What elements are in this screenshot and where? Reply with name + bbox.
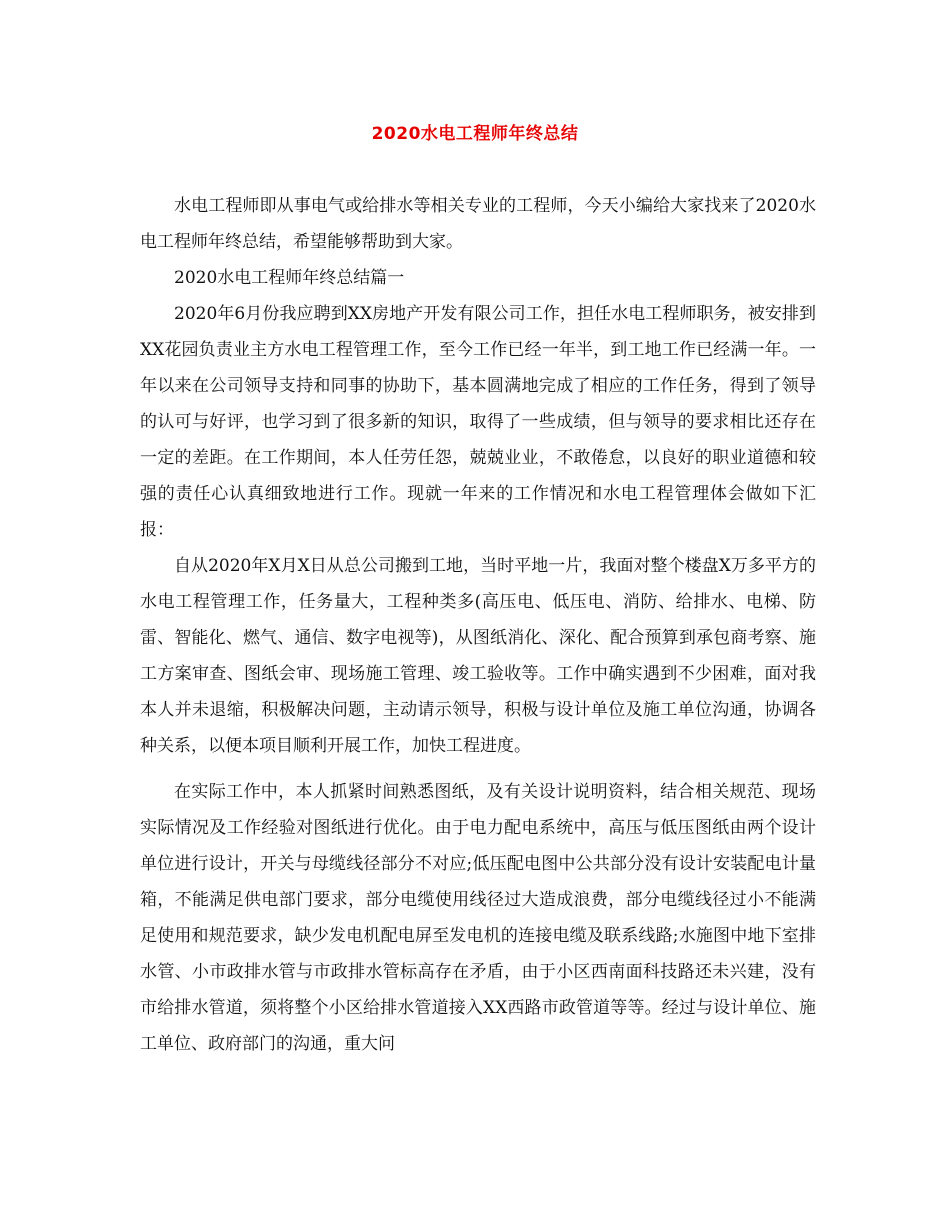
paragraph-1: 2020年6月份我应聘到XX房地产开发有限公司工作，担任水电工程师职务，被安排到XX花园负责业主方水电工程管理工作，至今工作已经一年半，到工地工作已经满一年。一年以来在公司领导支持和同事的协助下，基本圆满地完成了相应的工作任务，得到了领导的认可与好评，也学习到了很多新的知识，取得了一些成绩，但与领导的要求相比还存在一定的差距。在工作期间，本人任劳任怨，兢兢业业，不敢倦怠，以良好的职业道德和较强的责任心认真细致地进行工作。现就一年来的工作情况和水电工程管理体会做如下汇报： xyxy=(140,304,816,540)
document-title: 2020水电工程师年终总结 xyxy=(371,124,579,144)
paragraph-3: 在实际工作中，本人抓紧时间熟悉图纸，及有关设计说明资料，结合相关规范、现场实际情况及工作经验对图纸进行优化。由于电力配电系统中，高压与低压图纸由两个设计单位进行设计，开关与母缆线径部分不对应;低压配电图中公共部分没有设计安装配电计量箱，不能满足供电部门要求，部分电缆使用线径过大造成浪费，部分电缆线径过小不能满足使用和规范要求，缺少发电机配电屏至发电机的连接电缆及联系线路;水施图中地下室排水管、小市政排水管与市政排水管标高存在矛盾，由于小区西南面科技路还未兴建，没有市给排水管道，须将整个小区给排水管道接入XX西路市政管道等等。经过与设计单位、施工单位、政府部门的沟通，重大问 xyxy=(140,782,816,1054)
document-body xyxy=(140,188,816,1062)
paragraph-section-heading: 2020水电工程师年终总结篇一 xyxy=(174,268,405,288)
paragraph-intro: 水电工程师即从事电气或给排水等相关专业的工程师，今天小编给大家找来了2020水电工程师年终总结，希望能够帮助到大家。 xyxy=(140,196,816,252)
paragraph-2: 自从2020年X月X日从总公司搬到工地，当时平地一片，我面对整个楼盘X万多平方的水电工程管理工作，任务量大，工程种类多(高压电、低压电、消防、给排水、电梯、防雷、智能化、燃气、通信、数字电视等)，从图纸消化、深化、配合预算到承包商考察、施工方案审查、图纸会审、现场施工管理、竣工验收等。工作中确实遇到不少困难，面对我本人并未退缩，积极解决问题，主动请示领导，积极与设计单位及施工单位沟通，协调各种关系，以便本项目顺利开展工作，加快工程进度。 xyxy=(140,556,816,756)
